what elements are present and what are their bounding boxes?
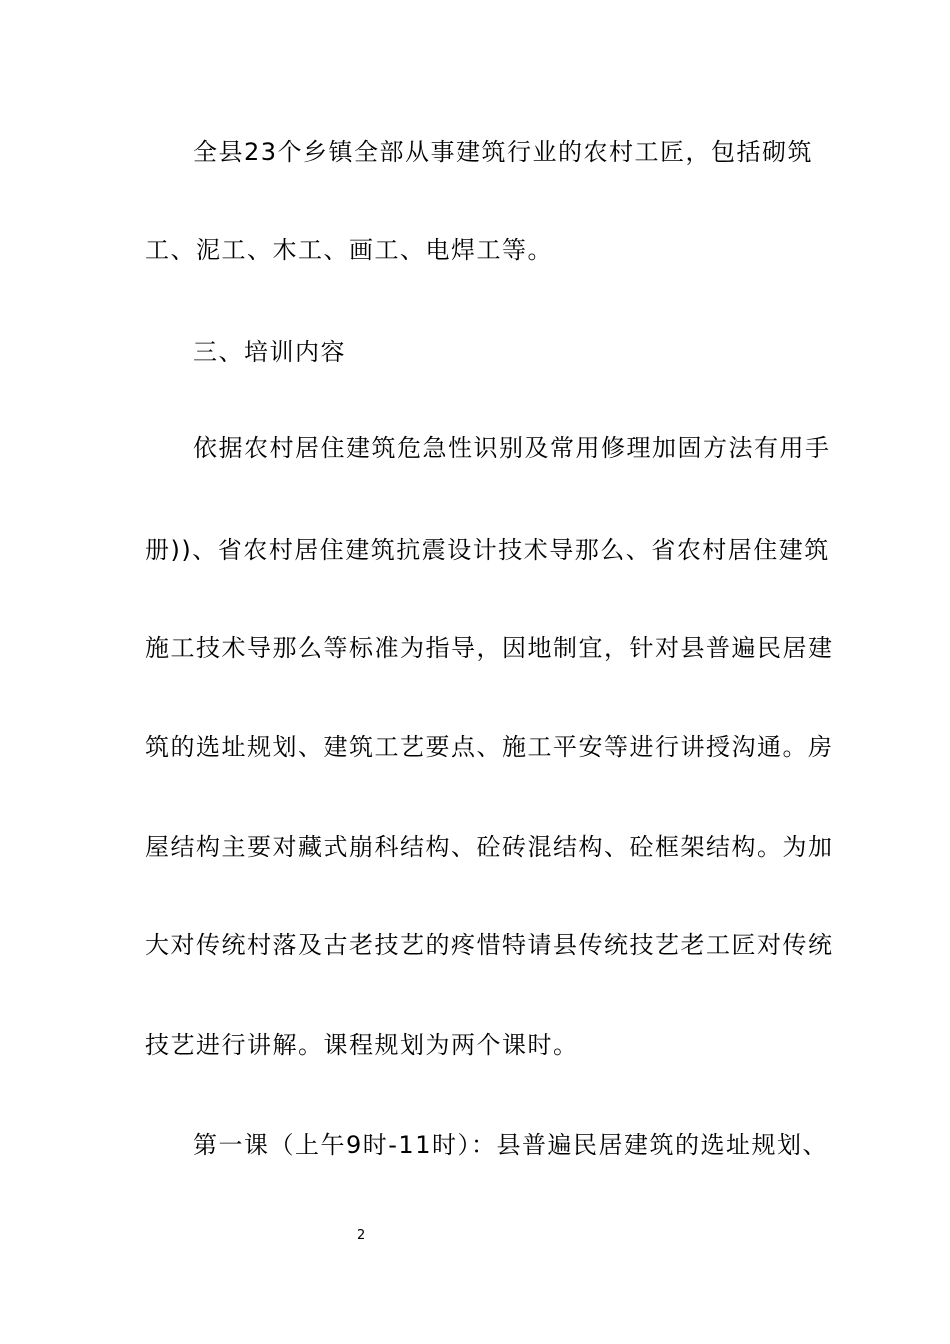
- paragraph-line: 依据农村居住建筑危急性识别及常用修理加固方法有用手: [193, 434, 831, 462]
- paragraph-line: 工、泥工、木工、画工、电焊工等。: [145, 236, 553, 264]
- paragraph-line: 技艺进行讲解。课程规划为两个课时。: [145, 1031, 579, 1059]
- paragraph-line: 全县23个乡镇全部从事建筑行业的农村工匠，包括砌筑: [193, 138, 814, 166]
- paragraph-line: 屋结构主要对藏式崩科结构、砼砖混结构、砼框架结构。为加: [145, 833, 834, 861]
- paragraph-line: 册))、省农村居住建筑抗震设计技术导那么、省农村居住建筑: [145, 536, 830, 564]
- paragraph-line: 大对传统村落及古老技艺的疼惜特请县传统技艺老工匠对传统: [145, 931, 834, 959]
- paragraph-line: 施工技术导那么等标准为指导，因地制宜，针对县普遍民居建: [145, 634, 834, 662]
- section-heading: 三、培训内容: [193, 338, 346, 366]
- paragraph-line: 第一课（上午9时-11时）：县普遍民居建筑的选址规划、: [193, 1131, 828, 1159]
- paragraph-line: 筑的选址规划、建筑工艺要点、施工平安等进行讲授沟通。房: [145, 733, 834, 761]
- page-number: 2: [357, 1228, 366, 1243]
